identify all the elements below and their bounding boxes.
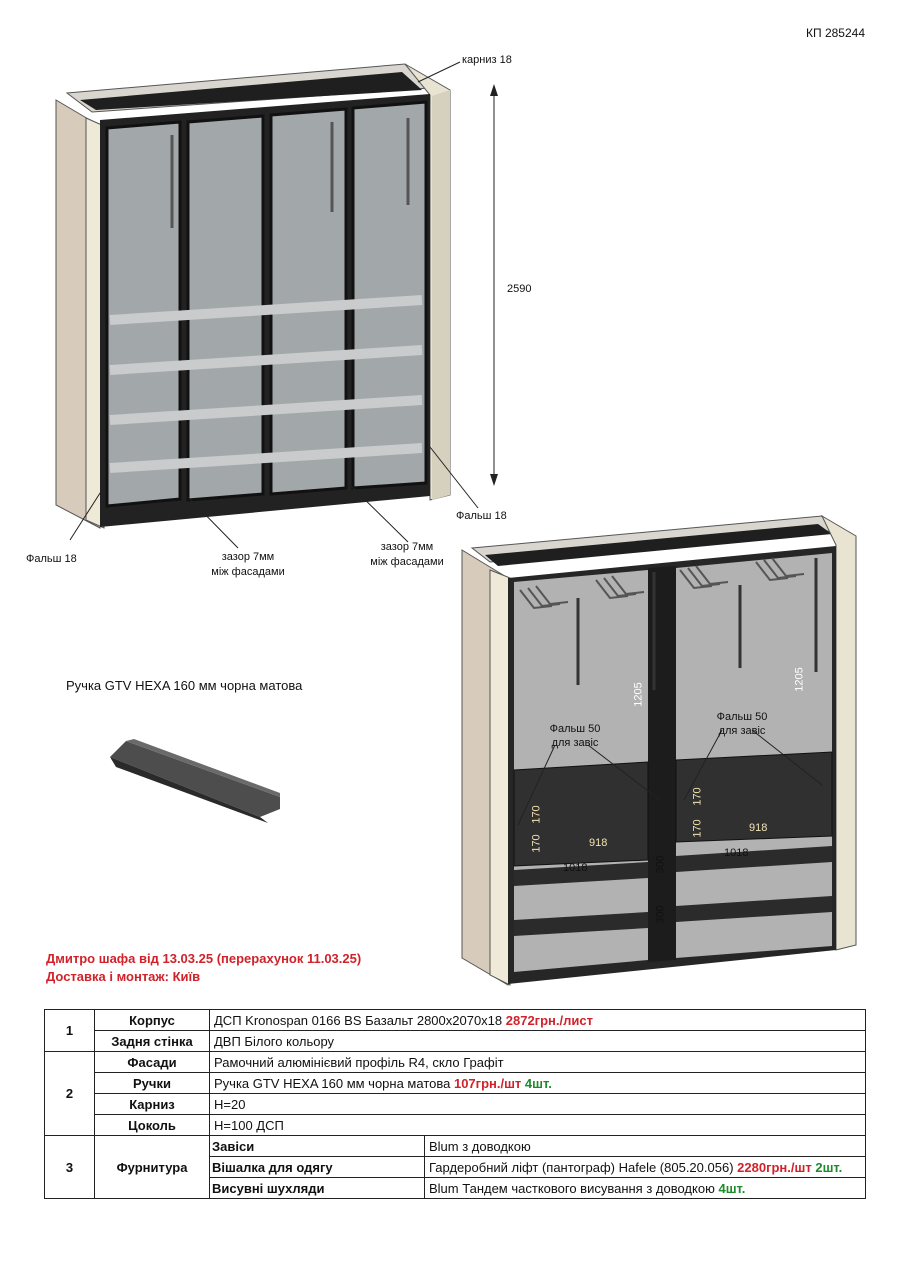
cell-back: Задня стінка xyxy=(95,1031,210,1052)
handles-price: 107грн./шт xyxy=(453,1075,522,1091)
w1018-left: 1018 xyxy=(563,862,588,874)
hanger-value: Гардеробний ліфт (пантограф) Hafele (805.20.056) xyxy=(429,1159,734,1175)
table-row xyxy=(45,1073,866,1094)
table-row xyxy=(45,1094,866,1115)
cell-hinges: Завіси xyxy=(210,1136,425,1157)
h300-a: 300 xyxy=(654,855,667,874)
cell-korpus-value xyxy=(210,1010,866,1031)
cell-hanger: Вішалка для одягу xyxy=(210,1157,425,1178)
cell-cornice-value: H=20 xyxy=(210,1094,866,1115)
cell-plinth: Цоколь xyxy=(95,1115,210,1136)
handles-qty: 4шт. xyxy=(524,1075,552,1091)
cell-handles-value xyxy=(210,1073,866,1094)
footnote-line-1: Дмитро шафа від 13.03.25 (перерахунок 11.03.25) xyxy=(46,951,362,966)
cell-facades-value: Рамочний алюмінієвий профіль R4, скло Графіт xyxy=(210,1052,866,1073)
document-id: КП 285244 xyxy=(806,26,865,40)
hanger-price: 2280грн./шт xyxy=(737,1159,812,1175)
table-row xyxy=(45,1136,866,1157)
gap-right-label-2: між фасадами xyxy=(370,556,444,568)
row-number: 1 xyxy=(45,1010,95,1052)
cell-hinges-value: Blum з доводкою xyxy=(425,1136,866,1157)
plinth-label: цоколь 100 xyxy=(240,499,297,511)
cell-back-value: ДВП Білого кольору xyxy=(210,1031,866,1052)
table-row xyxy=(45,1031,866,1052)
cell-drawers: Висувні шухляди xyxy=(210,1178,425,1199)
d170-b: 170 xyxy=(530,834,543,853)
cell-hanger-value xyxy=(425,1157,866,1178)
h1205-left: 1205 xyxy=(632,682,645,707)
w918-left: 918 xyxy=(589,837,608,849)
footnote-line-2: Доставка і монтаж: Київ xyxy=(46,969,201,984)
h300-b: 300 xyxy=(654,905,667,924)
falsh50-right-1: Фальш 50 xyxy=(716,711,768,723)
cornice-label: карниз 18 xyxy=(462,54,512,66)
w1018-right: 1018 xyxy=(724,847,749,859)
cell-drawers-value xyxy=(425,1178,866,1199)
korpus-value: ДСП Kronospan 0166 BS Базальт 2800х2070х18 xyxy=(214,1012,503,1028)
table-row xyxy=(45,1052,866,1073)
height-dimension: 2590 xyxy=(507,283,532,295)
korpus-price: 2872грн./лист xyxy=(505,1012,593,1028)
d170-a: 170 xyxy=(530,805,543,824)
d170-c: 170 xyxy=(691,787,704,806)
hanger-qty: 2шт. xyxy=(815,1159,843,1175)
drawers-qty: 4шт. xyxy=(718,1180,746,1196)
table-row xyxy=(45,1010,866,1031)
drawers-value: Blum Тандем часткового висування з доводкою xyxy=(429,1180,715,1196)
w918-right: 918 xyxy=(749,822,768,834)
handle-title: Ручка GTV HEXA 160 мм чорна матова xyxy=(66,678,303,693)
handle-image xyxy=(100,735,290,830)
cell-facades: Фасади xyxy=(95,1052,210,1073)
table-row xyxy=(45,1115,866,1136)
falsh-right-label: Фальш 18 xyxy=(456,510,507,522)
d170-d: 170 xyxy=(691,819,704,838)
cell-korpus: Корпус xyxy=(95,1010,210,1031)
falsh50-left-1: Фальш 50 xyxy=(549,723,601,735)
cell-plinth-value: H=100 ДСП xyxy=(210,1115,866,1136)
gap-left-label-1: зазор 7мм xyxy=(221,551,275,563)
cell-hardware: Фурнитура xyxy=(95,1136,210,1199)
gap-left-label-2: між фасадами xyxy=(211,566,285,578)
spec-table xyxy=(44,1009,866,1199)
cell-handles: Ручки xyxy=(95,1073,210,1094)
cell-cornice: Карниз xyxy=(95,1094,210,1115)
falsh50-right-2: для завіс xyxy=(718,725,766,737)
handles-value: Ручка GTV HEXA 160 мм чорна матова xyxy=(214,1075,451,1091)
row-number: 3 xyxy=(45,1136,95,1199)
falsh50-left-2: для завіс xyxy=(551,737,599,749)
gap-right-label-1: зазор 7мм xyxy=(380,541,434,553)
h1205-right: 1205 xyxy=(793,667,806,692)
row-number: 2 xyxy=(45,1052,95,1136)
falsh-left-label: Фальш 18 xyxy=(26,553,77,565)
